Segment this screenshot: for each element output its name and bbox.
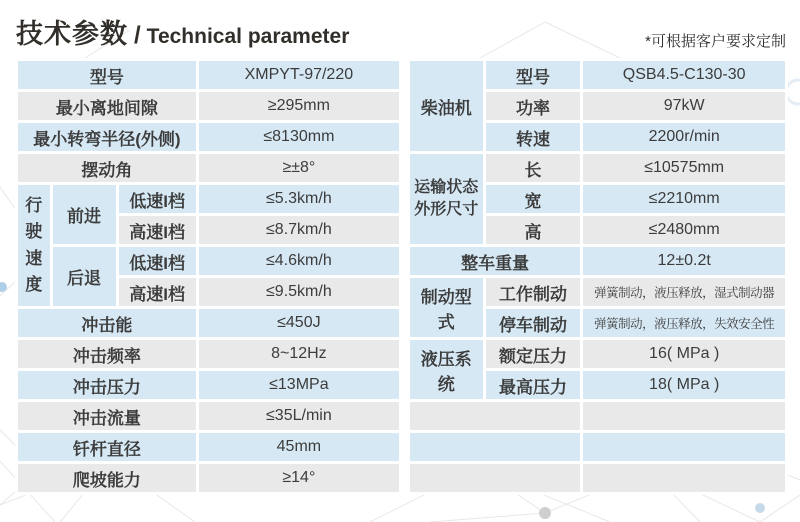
rod-diameter-value: 45mm [199, 433, 399, 461]
table-row [410, 61, 785, 89]
table-row [18, 123, 399, 151]
impact-flow-value: ≤35L/min [199, 402, 399, 430]
forward-low-gear-value: ≤5.3km/h [199, 185, 399, 213]
table-row [410, 154, 785, 182]
travel-speed-group-label: 行驶速度 [18, 185, 50, 306]
model-label: 型号 [18, 61, 196, 89]
turning-radius-value: ≤8130mm [199, 123, 399, 151]
diesel-engine-group-label: 柴油机 [410, 61, 483, 151]
brake-type-group-label: 制动型式 [410, 278, 483, 337]
height-label: 高 [486, 216, 581, 244]
parking-brake-label: 停车制动 [486, 309, 581, 337]
table-row [18, 433, 399, 461]
table-row [18, 402, 399, 430]
forward-high-gear-label: 高速I档 [119, 216, 196, 244]
empty-cell [583, 464, 785, 492]
turning-radius-label: 最小转弯半径(外侧) [18, 123, 196, 151]
impact-frequency-label: 冲击频率 [18, 340, 196, 368]
impact-pressure-label: 冲击压力 [18, 371, 196, 399]
rod-diameter-label: 钎杆直径 [18, 433, 196, 461]
engine-power-label: 功率 [486, 92, 581, 120]
swing-angle-label: 摆动角 [18, 154, 196, 182]
impact-energy-label: 冲击能 [18, 309, 196, 337]
table-row [18, 464, 399, 492]
table-row [410, 402, 785, 430]
max-pressure-label: 最高压力 [486, 371, 581, 399]
hydraulic-system-group-label: 液压系统 [410, 340, 483, 399]
table-row [18, 340, 399, 368]
table-row [18, 371, 399, 399]
ground-clearance-value: ≥295mm [199, 92, 399, 120]
height-value: ≤2480mm [583, 216, 785, 244]
customization-note: *可根据客户要求定制 [645, 33, 786, 50]
forward-high-gear-value: ≤8.7km/h [199, 216, 399, 244]
table-row [410, 433, 785, 461]
service-brake-value: 弹簧制动，液压释放，湿式制动器 [583, 278, 785, 306]
table-row [410, 464, 785, 492]
backward-high-gear-label: 高速I档 [119, 278, 196, 306]
table-row [18, 309, 399, 337]
engine-spec-table [407, 58, 788, 495]
ground-clearance-label: 最小离地间隙 [18, 92, 196, 120]
machine-spec-table [15, 58, 402, 495]
table-row [410, 247, 785, 275]
width-label: 宽 [486, 185, 581, 213]
table-row [18, 61, 399, 89]
engine-power-value: 97kW [583, 92, 785, 120]
empty-cell [583, 402, 785, 430]
impact-energy-value: ≤450J [199, 309, 399, 337]
page-title-en: Technical parameter [146, 25, 350, 48]
forward-label: 前进 [53, 185, 116, 244]
backward-label: 后退 [53, 247, 116, 306]
model-value: XMPYT-97/220 [199, 61, 399, 89]
table-row [18, 185, 399, 213]
page-title-zh: 技术参数 [16, 19, 128, 49]
length-label: 长 [486, 154, 581, 182]
empty-cell [410, 402, 580, 430]
length-value: ≤10575mm [583, 154, 785, 182]
rated-pressure-value: 16( MPa ) [583, 340, 785, 368]
backward-low-gear-value: ≤4.6km/h [199, 247, 399, 275]
table-row [18, 92, 399, 120]
forward-low-gear-label: 低速I档 [119, 185, 196, 213]
empty-cell [410, 464, 580, 492]
empty-cell [410, 433, 580, 461]
table-row [18, 154, 399, 182]
impact-pressure-value: ≤13MPa [199, 371, 399, 399]
engine-speed-label: 转速 [486, 123, 581, 151]
table-row [410, 340, 785, 368]
engine-speed-value: 2200r/min [583, 123, 785, 151]
rated-pressure-label: 额定压力 [486, 340, 581, 368]
service-brake-label: 工作制动 [486, 278, 581, 306]
page-title [16, 12, 349, 51]
transport-dimensions-group-label: 运输状态外形尺寸 [410, 154, 483, 244]
gradeability-label: 爬坡能力 [18, 464, 196, 492]
engine-model-value: QSB4.5-C130-30 [583, 61, 785, 89]
width-value: ≤2210mm [583, 185, 785, 213]
gradeability-value: ≥14° [199, 464, 399, 492]
backward-low-gear-label: 低速I档 [119, 247, 196, 275]
vehicle-weight-label: 整车重量 [410, 247, 580, 275]
backward-high-gear-value: ≤9.5km/h [199, 278, 399, 306]
swing-angle-value: ≥±8° [199, 154, 399, 182]
impact-flow-label: 冲击流量 [18, 402, 196, 430]
vehicle-weight-value: 12±0.2t [583, 247, 785, 275]
impact-frequency-value: 8~12Hz [199, 340, 399, 368]
parking-brake-value: 弹簧制动，液压释放，失效安全性 [583, 309, 785, 337]
max-pressure-value: 18( MPa ) [583, 371, 785, 399]
table-row [410, 278, 785, 306]
table-row [18, 247, 399, 275]
page-title-separator: / [134, 22, 141, 49]
empty-cell [583, 433, 785, 461]
engine-model-label: 型号 [486, 61, 581, 89]
